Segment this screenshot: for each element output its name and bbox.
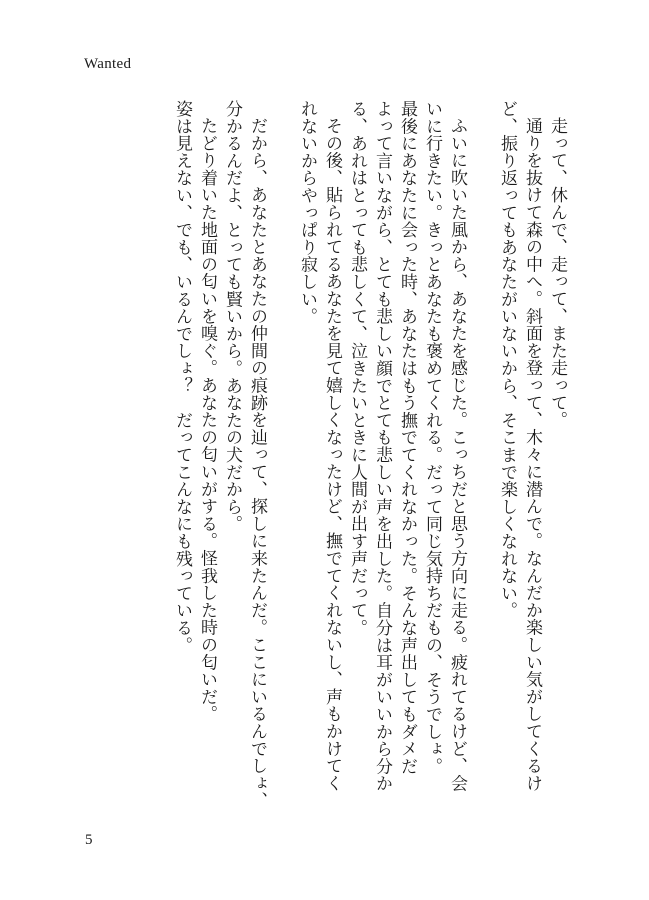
vertical-text-body	[169, 100, 569, 820]
text-line: 走って、休んで、走って、また走って。	[547, 117, 567, 429]
text-line: 分かるんだよ、とっても賢いから。あなたの犬だから。	[222, 100, 242, 533]
text-line: だから、あなたとあなたの仲間の痕跡を辿って、探しに来たんだ。ここにいるんでしょ、	[247, 117, 267, 809]
text-line: 姿は見えない、でも、いるんでしょ？ だってこんなにも残っている。	[172, 100, 192, 654]
text-line: 通りを抜けて森の中へ。斜面を登って、木々に潜んで。なんだか楽しい気がしてくるけ	[522, 117, 542, 792]
text-line: る、あれはとっても悲しくて、泣きたいときに人間が出す声だって。	[347, 100, 367, 637]
text-line: いに行きたい。きっとあなたも褒めてくれる。だって同じ気持ちだもの、そうでしょ。	[422, 100, 442, 775]
text-line: よって言いながら、とても悲しい顔でとても悲しい声を出した。自分は耳がいいから分か	[372, 100, 392, 792]
page-number: 5	[85, 832, 93, 848]
text-line: ふいに吹いた風から、あなたを感じた。こっちだと思う方向に走る。疲れてるけど、会	[447, 117, 467, 792]
text-line: ど、振り返ってもあなたがいないから、そこまで楽しくなれない。	[497, 100, 517, 619]
blank-line	[470, 100, 494, 820]
text-line: 最後にあなたに会った時、あなたはもう撫でてくれなかった。そんな声出してもダメだ	[397, 100, 417, 775]
text-line: れないからやっぱり寂しい。	[297, 100, 317, 325]
blank-line	[270, 100, 294, 820]
text-line: その後、貼られてるあなたを見て嬉しくなったけど、撫でてくれないし、声もかけてく	[322, 117, 342, 792]
text-line: たどり着いた地面の匂いを嗅ぐ。あなたの匂いがする。怪我した時の匂いだ。	[197, 117, 217, 723]
running-header: Wanted	[84, 56, 132, 72]
